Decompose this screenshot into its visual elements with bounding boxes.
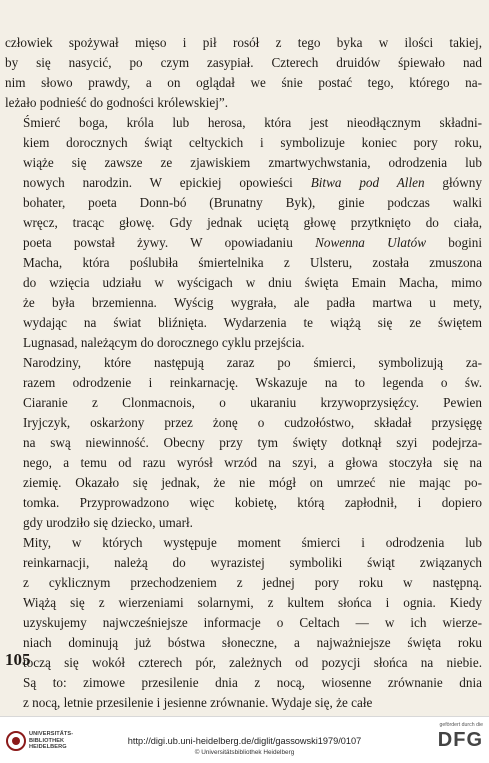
text-line: Macha, która poślubiła śmiertelnika z Ulsteru, została zmuszona xyxy=(23,255,482,270)
dfg-logo[interactable] xyxy=(427,722,483,758)
text-line: reinkarnacji, należą do wyrazistej symboliki świąt związanych xyxy=(23,555,482,570)
dfg-logo-text: DFG xyxy=(437,729,483,751)
text-line: wydając na świat bliźnięta. Wydarzenia te wiążą się ze świętem xyxy=(23,315,482,330)
text-line: razem odrodzenie i reinkarnację. Wskazuje na to legenda o św. xyxy=(23,375,482,390)
text-line: nowych narodzin. W epickiej opowieści Bitwa pod Allen główny xyxy=(23,175,482,190)
text-line: gdy urodziło się dziecko, umarł. xyxy=(23,515,193,530)
permalink-url[interactable]: http://digi.ub.uni-heidelberg.de/diglit/gassowski1979/0107 xyxy=(127,736,362,746)
paragraph xyxy=(5,353,482,533)
paragraph xyxy=(5,33,482,113)
text-line: Lugnasad, należącym do dorocznego cyklu przejścia. xyxy=(23,335,305,350)
text-line: bohater, poeta Donn-bó (Brunatny Byk), ginie podczas walki xyxy=(23,195,482,210)
page-number: 105 xyxy=(5,650,31,669)
work-title: Bitwa pod Allen xyxy=(310,175,425,190)
text-line: nim słowo prawdy, a on oglądał we śnie postać tego, którego na- xyxy=(5,75,482,90)
paragraph xyxy=(5,113,482,353)
text-line: toczą się wokół czterech pór, zależnych od pozycji słońca na niebie. xyxy=(23,655,482,670)
body-text xyxy=(5,33,482,713)
text-line: Są to: zimowe przesilenie dnia z nocą, wiosenne zrównanie dnia xyxy=(23,675,482,690)
text-line: wiąże się zawsze ze zjawiskiem zmartwychwstania, odrodzenia lub xyxy=(23,155,482,170)
text-line: Śmierć boga, króla lub herosa, która jest nieodłącznym składni- xyxy=(23,115,482,130)
text-line: człowiek spożywał mięso i pił rosół z tego byka w ilości takiej, xyxy=(5,35,482,50)
library-logo-text: UNIVERSITÄTS- BIBLIOTHEK HEIDELBERG xyxy=(29,731,74,751)
text-line: nego, a temu od razu wyrósł wrzód na szyi, a głowa stoczyła się na xyxy=(23,455,482,470)
text-line: Iryjczyk, oskarżony przez żonę o cudzołóstwo, składał przysięgę xyxy=(23,415,482,430)
paragraph xyxy=(5,533,482,713)
text-line: Mity, w których występuje moment śmierci i odrodzenia lub xyxy=(23,535,482,550)
text-line: na swą niewinność. Obecny przy tym święty dotknął szyi podejrza- xyxy=(23,435,482,450)
text-line: z nocą, letnie przesilenie i jesienne zrównanie. Wydaje się, że całe xyxy=(23,695,373,710)
text-line: Narodziny, które następują zaraz po śmierci, symbolizują za- xyxy=(23,355,482,370)
text-line: tomka. Przyprowadzono więc kobietę, którą zapłodnił, i dopiero xyxy=(23,495,482,510)
work-title: Nowenna Ulatów xyxy=(315,235,427,250)
text-line: Wiążą się z wierzeniami solarnymi, z kultem słońca i ognia. Kiedy xyxy=(23,595,482,610)
text-line: niach dominują już bóstwa słoneczne, a najważniejsze święta roku xyxy=(23,635,482,650)
text-line: uzyskujemy najwcześniejsze informacje o Celtach — w ich wierze- xyxy=(23,615,482,630)
text-line: do wzięcia udziału w wyścigach w dniu święta Emain Macha, mimo xyxy=(23,275,482,290)
text-line: by się nasycić, po czym zasypiał. Czterech druidów śpiewało nad xyxy=(5,55,482,70)
text-line: kiem dorocznych świąt celtyckich i symbolizuje koniec pory roku, xyxy=(23,135,482,150)
text-line: z cyklicznym przechodzeniem z jednej pory roku w następną. xyxy=(23,575,482,590)
copyright-notice: © Universitätsbibliothek Heidelberg xyxy=(194,749,295,756)
text-line: ziemię. Okazało się jednak, że nie mógł on umrzeć nie mając po- xyxy=(23,475,482,490)
funded-by-label: gefördert durch die xyxy=(439,722,483,728)
text-line: Ciaranie z Clonmacnois, o ukaraniu krzywoprzysięźcy. Pewien xyxy=(23,395,482,410)
footer-bar xyxy=(0,716,489,763)
text-line: wręcz, tracąc głowę. Gdy jednak uciętą głowę przytknięto do ciała, xyxy=(23,215,482,230)
text-line: leżało podnieść do godności królewskiej”. xyxy=(5,95,229,110)
text-line: poeta powstał żywy. W opowiadaniu Nowenna Ulatów bogini xyxy=(23,235,482,250)
text-line: że była brzemienna. Wyścig wygrała, ale padła martwa u mety, xyxy=(23,295,482,310)
